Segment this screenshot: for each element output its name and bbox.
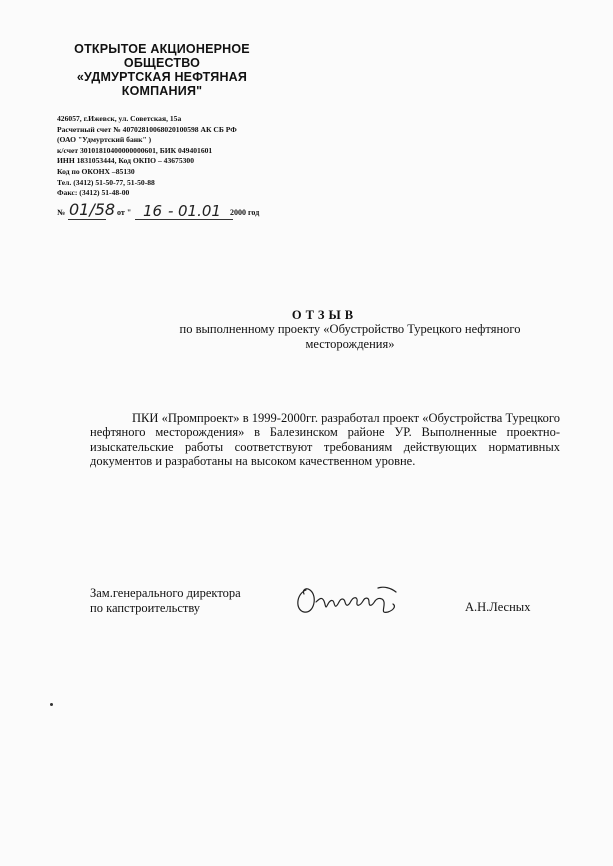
year-printed: 2000 [230,208,246,217]
signatory-position-line: по капстроительству [90,601,201,615]
phone-line: Тел. (3412) 51-50-77, 51-50-88 [57,177,155,187]
company-requisites [57,114,237,199]
correspondent-account-line: к/счет 30101810400000000601, БИК 049401601 [57,145,213,155]
date-label: от " [117,208,132,217]
review-body-text: ПКИ «Промпроект» в 1999-2000гг. разработал проект «Обустройства Турецкого нефтяного месторождения» в Балезинском районе УР. Выполненные проектно-изыскательские работы соответствуют требованиям действующих нормативных документов и разработаны на высоком качественном уровне. [90,411,560,469]
okonh-code-line: Код по ОКОНХ –85130 [57,166,135,176]
signatory-name: А.Н.Лесных [465,600,531,614]
fax-line: Факс: (3412) 51-48-00 [57,188,130,198]
scan-speck [50,703,53,706]
tax-id-line: ИНН 1831053444, Код ОКПО – 43675300 [57,156,195,166]
date-dash: - [168,202,174,220]
number-label: № [57,208,66,217]
company-name-line: КОМПАНИЯ" [121,84,203,98]
company-name-line: «УДМУРТСКАЯ НЕФТЯНАЯ [76,70,248,84]
date-day-handwritten: 16 [143,202,163,220]
year-label: год [248,208,260,217]
address-line: 426057, г.Ижевск, ул. Советская, 15а [57,114,182,123]
document-title: ОТЗЫВ [291,308,358,322]
document-number-line [57,200,287,220]
date-month-handwritten: 01.01 [178,202,221,220]
signatory-position-line: Зам.генерального директора [90,586,241,600]
bank-name-line: (ОАО "Удмуртский банк" ) [57,135,152,145]
company-name [62,42,262,98]
handwritten-signature [292,580,407,625]
company-name-line: ОТКРЫТОЕ АКЦИОНЕРНОЕ [74,42,250,56]
document-number-handwritten: 01/58 [69,200,116,219]
signatory-position [90,586,241,616]
company-name-line: ОБЩЕСТВО [123,56,201,70]
document-subtitle: по выполненному проекту «Обустройство Турецкого нефтяного месторождения» [179,322,521,351]
bank-account-line: Расчетный счет № 40702810068020100598 АК СБ РФ [57,124,237,134]
number-underline [68,219,106,220]
